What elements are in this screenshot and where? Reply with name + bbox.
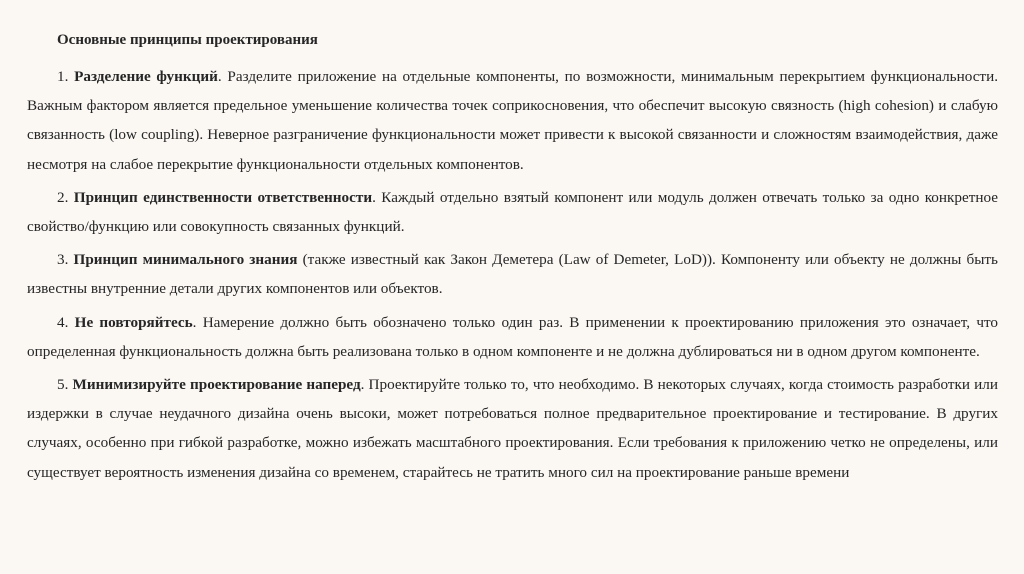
principle-3 (27, 245, 998, 303)
principle-5 (27, 370, 998, 487)
principle-2-text: . Каждый отдельно взятый компонент или модуль должен отвечать только за одно конкретное свойство/функцию или совокупность связанных функций. (27, 188, 999, 236)
principle-1-text: . Разделите приложение на отдельные компоненты, по возможности, минимальным перекрытием функциональности. Важным фактором является предельное уменьшение количества точек соприкосновения, что обеспечит высокую связность (high cohesion) и слабую связанность (low coupling). Неверное разграничение функциональности может привести к высокой связанности и сложностям взаимодействия, даже несмотря на слабое перекрытие функциональности отдельных компонентов. (27, 68, 998, 173)
principle-4 (27, 308, 998, 366)
principle-3-number: 3. (57, 251, 69, 269)
principle-3-term: Принцип минимального знания (73, 251, 298, 269)
principle-1-number: 1. (57, 68, 69, 85)
principle-1 (27, 62, 998, 179)
principle-4-text: . Намерение должно быть обозначено только один раз. В применении к проектированию приложения это означает, что определенная функциональность должна быть реализована только в одном компоненте и не должна дублироваться ни в одном другом компоненте. (27, 313, 998, 360)
principle-4-term: Не повторяйтесь (74, 313, 193, 331)
principle-2-number: 2. (57, 188, 69, 206)
principle-2 (27, 183, 998, 241)
principle-3-text: (также известный как Закон Деметера (Law of Demeter, LoD)). Компоненту или объекту не должны быть известны внутренние детали других компонентов или объектов. (27, 251, 998, 298)
principle-4-number: 4. (57, 313, 69, 331)
principle-5-term: Минимизируйте проектирование наперед (72, 376, 361, 394)
principle-5-number: 5. (57, 376, 69, 394)
principle-1-term: Разделение функций (74, 68, 218, 85)
principle-2-term: Принцип единственности ответственности (73, 188, 373, 206)
document-title: Основные принципы проектирования (57, 32, 318, 48)
principle-5-text: . Проектируйте только то, что необходимо. В некоторых случаях, когда стоимость разработки или издержки в случае неудачного дизайна очень высоки, может потребоваться полное предварительное проектирование и тестирование. В других случаях, особенно при гибкой разработке, можно избежать масштабного проектирования. Если требования к приложению четко не определены, или существует вероятность изменения дизайна со временем, старайтесь не тратить много сил на проектирование раньше времени (27, 376, 998, 481)
